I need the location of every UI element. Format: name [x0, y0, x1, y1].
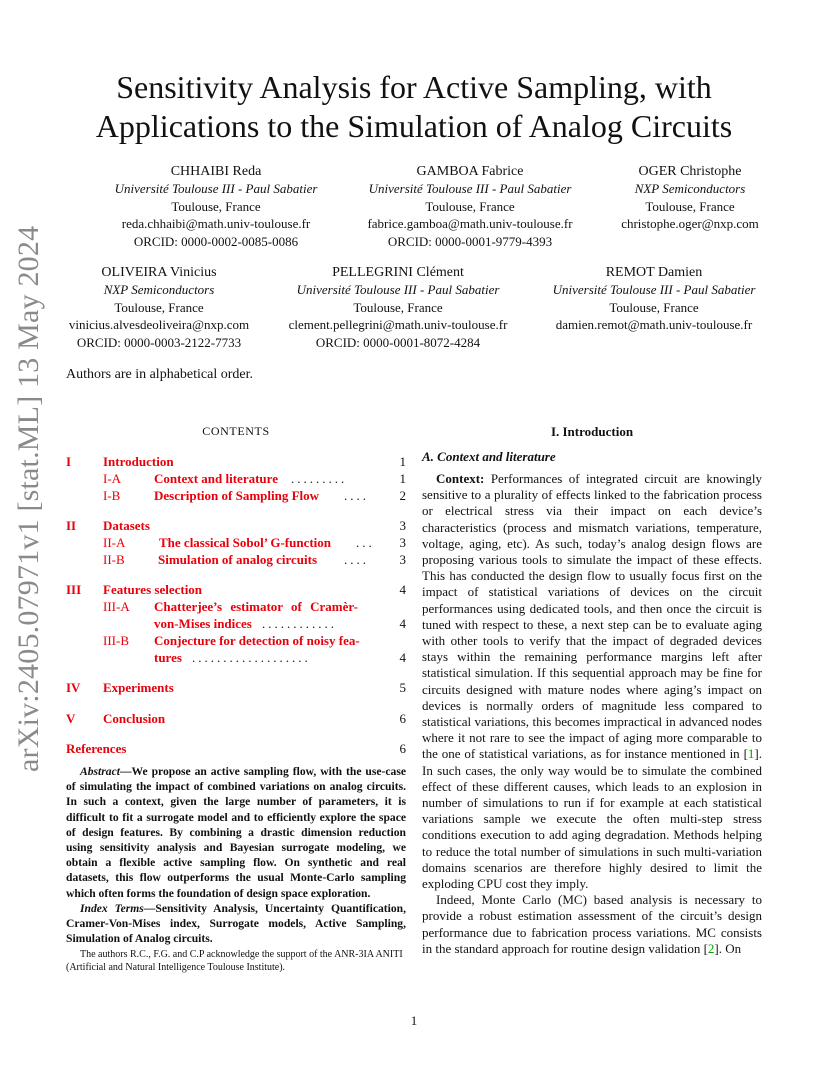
toc-entry-noisy[interactable]: III-B Conjecture for detection of noisy fea- — [103, 633, 360, 648]
toc-link[interactable]: tures — [154, 650, 182, 665]
abstract-label: Abstract — [80, 765, 120, 778]
toc-link[interactable]: Description of Sampling Flow — [154, 488, 320, 503]
title-line-1: Sensitivity Analysis for Active Sampling, with — [116, 69, 712, 105]
author-orcid: ORCID: 0000-0001-9779-4393 — [387, 233, 553, 249]
author-city: Toulouse, France — [353, 299, 443, 315]
author-name: OLIVEIRA Vinicius — [101, 265, 217, 280]
author-email: reda.chhaibi@math.univ-toulouse.fr — [121, 216, 311, 232]
author-block — [278, 264, 518, 351]
author-email: vinicius.alvesdeoliveira@nxp.com — [68, 317, 250, 333]
author-orcid: ORCID: 0000-0001-8072-4284 — [315, 334, 481, 350]
author-block — [534, 264, 774, 334]
author-affiliation: NXP Semiconductors — [634, 181, 746, 197]
author-city: Toulouse, France — [609, 299, 699, 315]
author-city: Toulouse, France — [425, 198, 515, 214]
toc-entry-sampling-flow[interactable]: I-B Description of Sampling Flow .... 2 — [103, 488, 406, 503]
toc-entry-references[interactable]: References 6 — [66, 741, 406, 756]
author-affiliation: Université Toulouse III - Paul Sabatier — [368, 181, 572, 197]
abstract — [66, 764, 406, 946]
toc-entry-features[interactable]: III Features selection 4 — [66, 582, 406, 597]
citation-link[interactable]: 1 — [747, 746, 755, 762]
toc-entry-sobol[interactable]: II-A The classical Sobol’ G-function ... 3 — [103, 535, 406, 550]
author-block — [96, 163, 336, 250]
author-block — [350, 163, 590, 250]
toc-link[interactable]: Conjecture for detection of noisy fea- — [154, 633, 360, 648]
author-affiliation: Université Toulouse III - Paul Sabatier — [114, 181, 318, 197]
toc-entry-chatterjee-cont[interactable]: von-Mises indices ............ 4 — [154, 616, 406, 631]
arxiv-stamp: arXiv:2405.07971v1 [stat.ML] 13 May 2024 — [12, 225, 45, 772]
author-affiliation: NXP Semiconductors — [103, 282, 215, 298]
toc-entry-context[interactable]: I-A Context and literature ......... 1 — [103, 471, 406, 486]
author-affiliation: Université Toulouse III - Paul Sabatier — [552, 282, 756, 298]
toc-link[interactable]: Datasets — [103, 518, 150, 533]
toc-entry-noisy-cont[interactable]: tures ................... 4 — [154, 650, 406, 665]
toc-link[interactable]: Conclusion — [103, 711, 166, 726]
alphabetical-note: Authors are in alphabetical order. — [66, 367, 253, 382]
title-line-2: Applications to the Simulation of Analog Circuits — [95, 108, 733, 144]
toc-leader-dots: ......... — [291, 471, 348, 486]
author-block — [54, 264, 264, 351]
abstract-body: —We propose an active sampling flow, with the use-case of simulating the impact of combined variations on analog circuits. In such a context, given the large number of parameters, it is difficult to fit a surrogate model and to efficiently explore the space of design features. By combining a drastic dimension reduction using sensitivity analysis and Bayesian surrogate modeling, we obtain a flexible active sampling flow. On synthetic and real datasets, this flow outperforms the usual Monte-Carlo sampling which often forms the foundation of design space exploration. — [66, 765, 406, 900]
toc-link[interactable]: Introduction — [103, 454, 174, 469]
paper-title — [40, 68, 788, 146]
toc-leader-dots: ... — [356, 535, 375, 550]
page-number: 1 — [410, 1013, 418, 1028]
abstract-paragraph — [66, 764, 406, 901]
toc-leader-dots: ................... — [192, 650, 311, 665]
toc-link[interactable]: Simulation of analog circuits — [158, 552, 318, 567]
toc-leader-dots: .... — [344, 552, 369, 567]
author-name: GAMBOA Fabrice — [416, 164, 524, 179]
author-affiliation: Université Toulouse III - Paul Sabatier — [296, 282, 500, 298]
index-terms-body: —Sensitivity Analysis, Uncertainty Quantification, Cramer-Von-Mises index, Surrogate models, Active Sampling, Simulation of Analog circuits. — [66, 901, 406, 946]
author-name: REMOT Damien — [605, 265, 703, 280]
author-name: OGER Christophe — [638, 164, 742, 179]
toc-link[interactable]: Chatterjee’s estimator of Cramèr- — [154, 599, 359, 614]
index-terms-label: Index Terms — [80, 901, 144, 915]
toc-entry-chatterjee[interactable]: III-A Chatterjee’s estimator of Cramèr- — [103, 599, 359, 614]
introduction-body — [422, 471, 762, 957]
author-name: PELLEGRINI Clément — [332, 265, 464, 280]
toc-link[interactable]: Features selection — [103, 582, 203, 597]
toc-link[interactable]: Context and literature — [154, 471, 278, 486]
author-orcid: ORCID: 0000-0002-0085-0086 — [133, 233, 299, 249]
toc-entry-introduction[interactable]: I Introduction 1 — [66, 454, 406, 469]
author-email: clement.pellegrini@math.univ-toulouse.fr — [288, 317, 508, 333]
contents-heading: CONTENTS — [202, 424, 270, 438]
toc-leader-dots: ............ — [262, 616, 337, 631]
toc-entry-experiments[interactable]: IV Experiments 5 — [66, 680, 406, 695]
citation-link[interactable]: 2 — [707, 940, 715, 956]
footnote: The authors R.C., F.G. and C.P acknowledge the support of the ANR-3IA ANITI (Artificial and Natural Intelligence Toulouse Institute). — [66, 949, 403, 973]
author-city: Toulouse, France — [171, 198, 261, 214]
author-city: Toulouse, France — [114, 299, 204, 315]
author-block — [600, 163, 780, 233]
paragraph: Indeed, Monte Carlo (MC) based analysis is necessary to provide a robust estimation assessment of the circuit’s design performance due to fabrication process variations. MC consists in the standard approach for routine design validation [2]. On — [422, 892, 762, 956]
author-city: Toulouse, France — [645, 198, 735, 214]
author-orcid: ORCID: 0000-0003-2122-7733 — [76, 334, 242, 350]
section-heading: I. Introduction — [550, 424, 634, 439]
toc-leader-dots: .... — [344, 488, 369, 503]
toc-entry-analog-sim[interactable]: II-B Simulation of analog circuits .... 3 — [103, 552, 406, 567]
subsection-heading: A. Context and literature — [422, 449, 556, 464]
toc-link[interactable]: The classical Sobol’ G-function — [159, 535, 332, 550]
author-email: fabrice.gamboa@math.univ-toulouse.fr — [367, 216, 573, 232]
toc-link[interactable]: von-Mises indices — [154, 616, 252, 631]
index-terms — [66, 901, 406, 947]
toc-entry-conclusion[interactable]: V Conclusion 6 — [66, 711, 406, 726]
author-email: damien.remot@math.univ-toulouse.fr — [555, 317, 753, 333]
runin-heading: Context: — [436, 471, 485, 486]
author-email: christophe.oger@nxp.com — [621, 216, 759, 232]
toc-link[interactable]: References — [66, 741, 127, 756]
toc-entry-datasets[interactable]: II Datasets 3 — [66, 518, 406, 533]
toc-link[interactable]: Experiments — [103, 680, 174, 695]
paragraph: Context: Performances of integrated circuit are knowingly sensitive to a plurality of effects linked to the fabrication process or electrical stress via their impact on each device’s characteristics (process and mismatch variations, temperature, voltage, aging, etc). As such, today’s analog design flows are proposing various tools to simulate the impact of these effects. This has conducted the design flow to usually focus first on the impact of statistical variations of devices on the circuit performances using dedicated tools, and then once the circuit is tuned with respect to these, a next step can be to evaluate aging with other tools to verify that the impact of degraded devices stays within the remaining performance margins left after statistical simulation. If this sequential approach may be fine for circuits designed with mature nodes where aging’s impact on devices is normally orders of magnitude less compared to statistical variations, this becomes impractical in advanced nodes where it not rare to see the impact of aging more comparable to the one of statistical variations, as for instance mentioned in [1]. In such cases, the only way would be to simulate the combined effect of these different causes, which leads to an explosion in number of simulations to run if for example at each statistical variations sample we execute the often multi-step stress conditions execution to add aging degradation. Methods helping to reduce the total number of simulations in such multi-variation domains scenarios are therefore highly desired to limit the exploding CPU cost they imply. — [422, 471, 762, 892]
author-name: CHHAIBI Reda — [170, 164, 262, 179]
